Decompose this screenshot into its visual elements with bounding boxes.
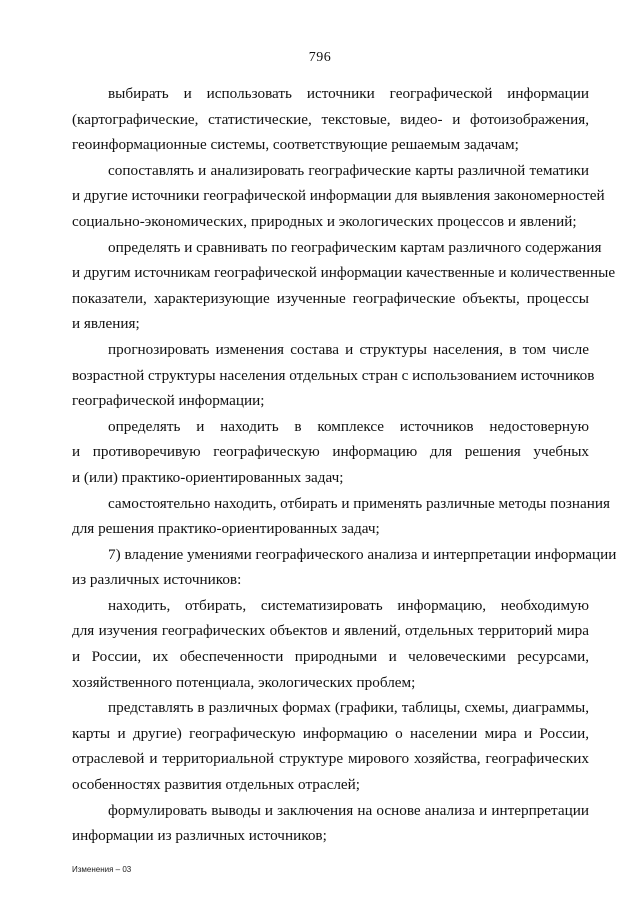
paragraph-line: выбирать и использовать источники географической информации <box>108 85 589 102</box>
paragraph-line: и другие источники географической информации для выявления закономерностей <box>72 187 605 205</box>
paragraph-line: сопоставлять и анализировать географические карты различной тематики <box>108 161 589 179</box>
paragraph-line: хозяйственного потенциала, экологических проблем; <box>72 673 416 691</box>
paragraph-line: географической информации; <box>72 392 265 410</box>
paragraph <box>72 695 589 797</box>
paragraph-line: геоинформационные системы, соответствующие решаемым задачам; <box>72 136 519 154</box>
paragraph-line: отраслевой и территориальной структуре мирового хозяйства, географических <box>72 750 589 768</box>
paragraph-line: и другим источникам географической информации качественные и количественные <box>72 264 616 282</box>
paragraph-line: 7) владение умениями географического анализа и интерпретации информации <box>108 545 617 563</box>
paragraph-line: определять и сравнивать по географическим картам различного содержания <box>108 238 602 256</box>
paragraph-line: из различных источников: <box>72 571 242 589</box>
paragraph-line: возрастной структуры населения отдельных стран с использованием источников <box>72 366 595 384</box>
paragraph-line: и (или) практико-ориентированных задач; <box>72 468 344 486</box>
paragraph-line: и противоречивую географическую информацию для решения учебных <box>72 443 589 461</box>
page-number: 796 <box>308 50 332 65</box>
paragraph <box>72 81 589 158</box>
paragraph <box>72 158 605 235</box>
paragraph <box>72 337 595 414</box>
paragraph-line: представлять в различных формах (графики, таблицы, схемы, диаграммы, <box>108 699 589 717</box>
paragraph-line: находить, отбирать, систематизировать информацию, необходимую <box>108 596 589 614</box>
paragraph-line: и явления; <box>72 315 140 333</box>
paragraph-line: социально-экономических, природных и экологических процессов и явлений; <box>72 212 577 230</box>
paragraph <box>72 491 611 542</box>
paragraph <box>72 798 589 849</box>
paragraph-line: самостоятельно находить, отбирать и применять различные методы познания <box>108 494 611 512</box>
paragraph-line: и России, их обеспеченности природными и человеческими ресурсами, <box>72 648 589 666</box>
paragraph-line: для изучения географических объектов и явлений, отдельных территорий мира <box>72 622 589 640</box>
paragraph <box>72 414 589 491</box>
paragraph-line: карты и другие) географическую информацию о населении мира и России, <box>72 724 589 742</box>
paragraph-line: определять и находить в комплексе источников недостоверную <box>108 417 589 435</box>
paragraph-line: (картографические, статистические, текстовые, видео- и фотоизображения, <box>72 110 589 128</box>
body-text <box>72 81 617 849</box>
paragraph-line: для решения практико-ориентированных задач; <box>72 520 380 538</box>
paragraph-line: особенностях развития отдельных отраслей; <box>72 776 361 794</box>
footer-revision-note: Изменения – 03 <box>72 865 132 874</box>
paragraph <box>72 542 617 593</box>
paragraph <box>72 593 589 695</box>
paragraph-line: формулировать выводы и заключения на основе анализа и интерпретации <box>108 801 589 819</box>
paragraph <box>72 235 616 337</box>
paragraph-line: информации из различных источников; <box>72 827 327 845</box>
paragraph-line: прогнозировать изменения состава и структуры населения, в том числе <box>108 340 589 358</box>
paragraph-line: показатели, характеризующие изученные географические объекты, процессы <box>72 289 589 307</box>
